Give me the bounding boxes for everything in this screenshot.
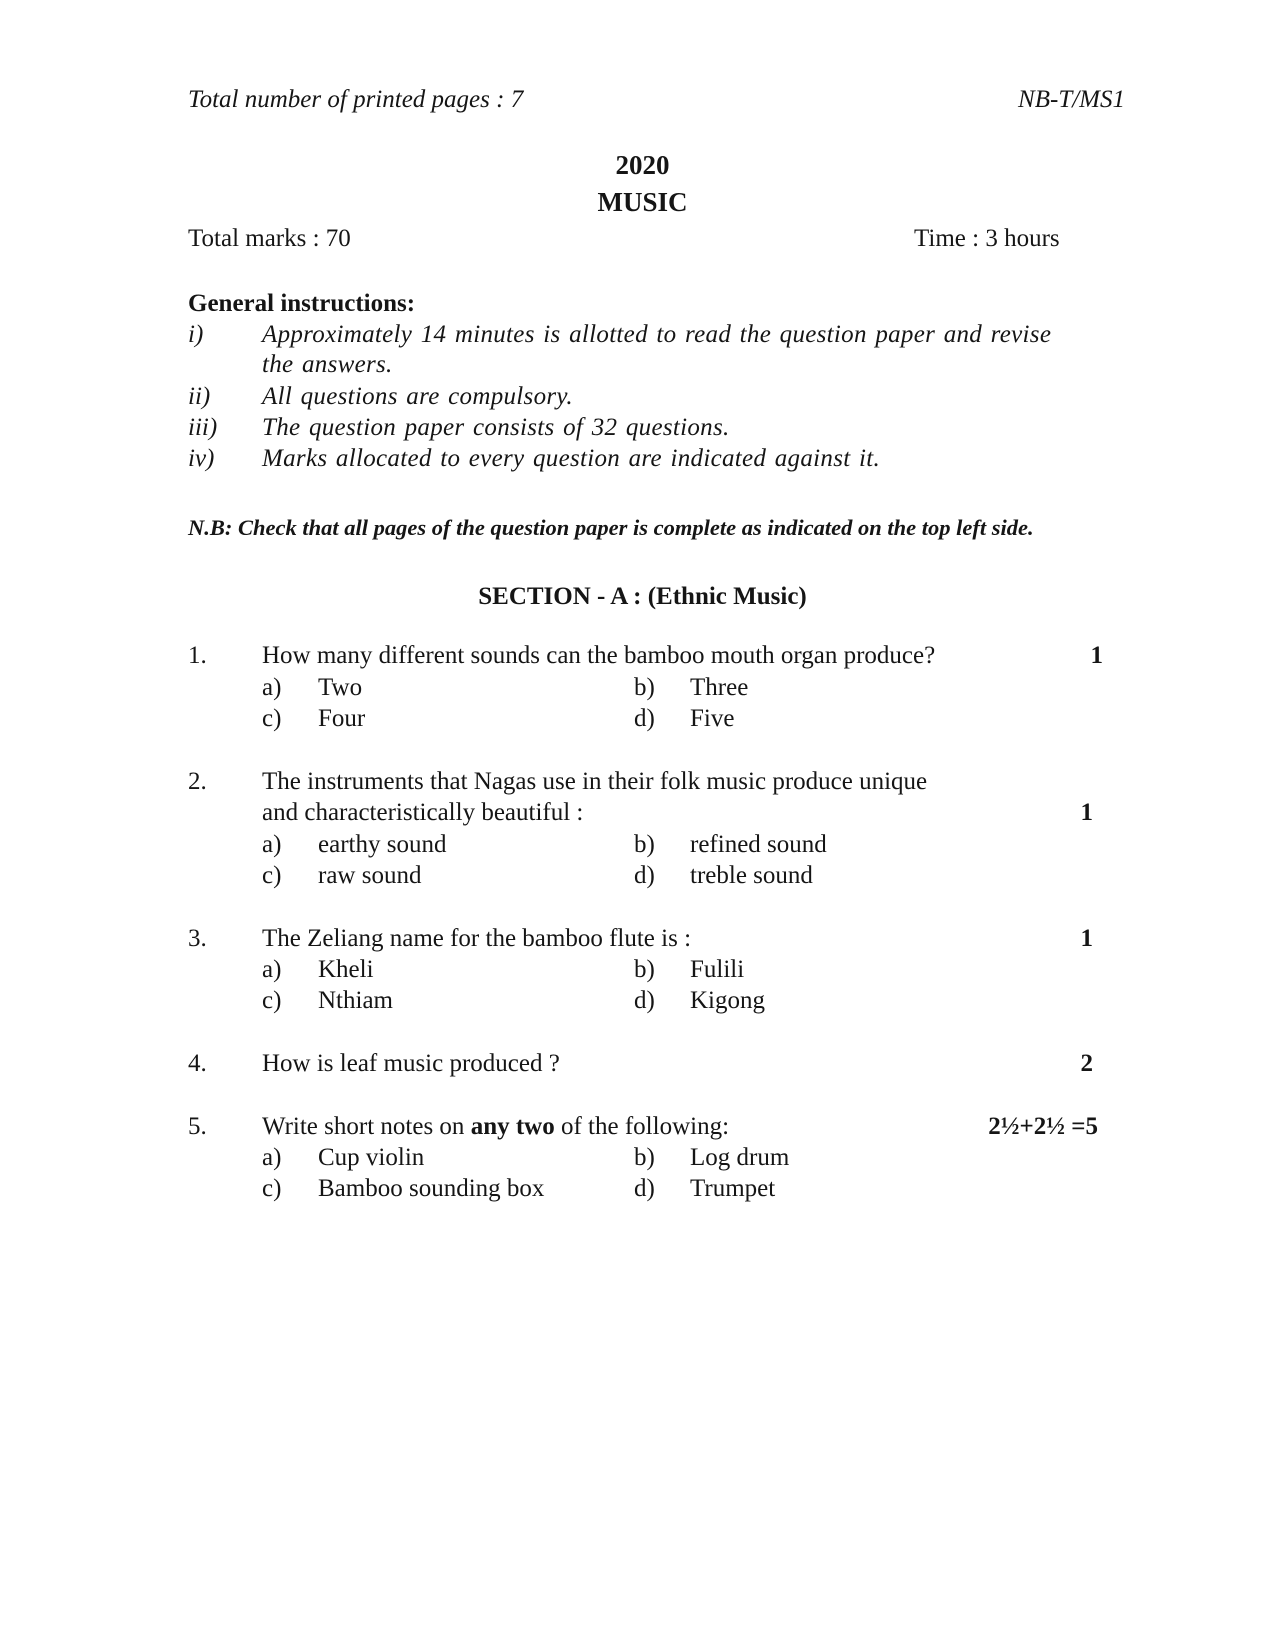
question-number: 5.: [188, 1113, 207, 1140]
option-text: Kigong: [690, 987, 765, 1014]
question-marks: 1: [1090, 642, 1103, 669]
question-number: 3.: [188, 925, 207, 952]
question-text: The instruments that Nagas use in their folk music produce unique: [262, 768, 928, 795]
option-label: c): [262, 862, 282, 889]
instruction-number: i): [188, 321, 204, 348]
instructions-heading: General instructions:: [188, 290, 416, 317]
instruction-text: All questions are compulsory.: [262, 383, 573, 410]
option-text: Bamboo sounding box: [318, 1175, 545, 1202]
option-text: Trumpet: [690, 1175, 776, 1202]
option-label: b): [634, 831, 655, 858]
option-text: Cup violin: [318, 1144, 425, 1171]
option-label: a): [262, 956, 282, 983]
instruction-number: iii): [188, 414, 218, 441]
question-text: [262, 1113, 729, 1141]
option-label: b): [634, 1144, 655, 1171]
question-text-emphasis: any two: [470, 1113, 555, 1140]
instruction-text: Approximately 14 minutes is allotted to read the question paper and revise: [262, 321, 1052, 348]
question-marks: 1: [1080, 925, 1093, 952]
option-text: refined sound: [690, 831, 827, 858]
paper-code: NB-T/MS1: [1018, 86, 1125, 113]
instruction-text: The question paper consists of 32 questions.: [262, 414, 730, 441]
question-marks: 2½+2½ =5: [988, 1113, 1098, 1140]
exam-year: 2020: [615, 150, 670, 180]
option-text: Nthiam: [318, 987, 393, 1014]
option-label: b): [634, 956, 655, 983]
total-marks: Total marks : 70: [188, 225, 351, 252]
question-text: The Zeliang name for the bamboo flute is :: [262, 925, 692, 952]
question-number: 4.: [188, 1050, 207, 1077]
option-text: Five: [690, 705, 735, 732]
exam-time: Time : 3 hours: [914, 225, 1060, 252]
option-text: treble sound: [690, 862, 813, 889]
exam-subject: MUSIC: [597, 187, 688, 217]
option-text: Four: [318, 705, 366, 732]
question-marks: 2: [1080, 1050, 1093, 1077]
option-label: c): [262, 1175, 282, 1202]
option-label: b): [634, 674, 655, 701]
question-number: 1.: [188, 642, 207, 669]
option-text: Three: [690, 674, 749, 701]
option-label: a): [262, 674, 282, 701]
option-label: c): [262, 987, 282, 1014]
option-text: Log drum: [690, 1144, 790, 1171]
question-text: How is leaf music produced ?: [262, 1050, 560, 1077]
option-label: a): [262, 831, 282, 858]
section-heading: SECTION - A : (Ethnic Music): [478, 583, 807, 610]
instruction-number: ii): [188, 383, 211, 410]
option-label: d): [634, 987, 655, 1014]
question-marks: 1: [1080, 799, 1093, 826]
option-text: earthy sound: [318, 831, 447, 858]
instruction-text-continued: the answers.: [262, 351, 393, 378]
option-label: c): [262, 705, 282, 732]
instruction-text: Marks allocated to every question are indicated against it.: [262, 445, 881, 472]
option-label: d): [634, 705, 655, 732]
question-text-start: Write short notes on: [262, 1113, 471, 1140]
option-label: d): [634, 862, 655, 889]
printed-pages-note: Total number of printed pages : 7: [188, 86, 524, 113]
nb-note: N.B: Check that all pages of the question paper is complete as indicated on the top left side.: [188, 515, 1034, 540]
option-text: Fulili: [690, 956, 745, 983]
question-text: How many different sounds can the bamboo mouth organ produce?: [262, 642, 936, 669]
option-label: d): [634, 1175, 655, 1202]
option-text: Kheli: [318, 956, 374, 983]
option-text: raw sound: [318, 862, 422, 889]
option-text: Two: [318, 674, 363, 701]
instruction-number: iv): [188, 445, 215, 472]
question-text-continued: and characteristically beautiful :: [262, 799, 584, 826]
question-text-end: of the following:: [554, 1113, 730, 1140]
question-number: 2.: [188, 768, 207, 795]
option-label: a): [262, 1144, 282, 1171]
